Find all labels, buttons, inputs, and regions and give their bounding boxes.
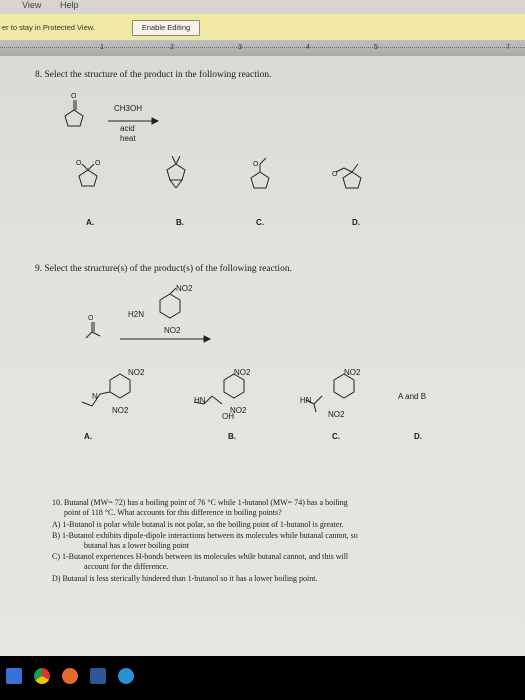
- ruler-mark-1: 1: [100, 44, 104, 51]
- q8-option-b[interactable]: B.: [176, 218, 184, 227]
- q8-reagent-ch3oh: CH3OH: [114, 104, 143, 113]
- ruler-mark-4: 4: [306, 44, 310, 51]
- q9-option-b-no2-bottom: NO2: [230, 406, 247, 415]
- svg-text:O: O: [253, 161, 259, 168]
- q8-option-a-structure: [68, 160, 108, 194]
- q9-reagent-h2n: H2N: [128, 310, 145, 319]
- q8-option-c-structure: [246, 156, 276, 196]
- ruler-mark-3: 3: [238, 44, 242, 51]
- menu-help[interactable]: Help: [60, 0, 79, 10]
- q9-option-a-no2-top: NO2: [128, 368, 145, 377]
- svg-text:O: O: [71, 93, 77, 100]
- q9-option-a-n: N: [92, 392, 98, 401]
- ruler-mark-5: 5: [374, 44, 378, 51]
- ruler-dots: [0, 47, 525, 49]
- app-icon[interactable]: [62, 668, 78, 684]
- q8-option-c[interactable]: C.: [256, 218, 264, 227]
- protected-view-message: er to stay in Protected View.: [2, 23, 95, 32]
- q9-option-c-hn: HN: [300, 396, 312, 405]
- svg-text:O: O: [95, 160, 101, 167]
- svg-text:O: O: [88, 315, 94, 322]
- q9-reagent-no2-top: NO2: [176, 284, 193, 293]
- q8-reagent-acid: acid: [120, 124, 135, 133]
- q8-reagent-heat: heat: [120, 134, 136, 143]
- q10-title-line1: 10. Butanal (MW= 72) has a boiling point of 76 °C while 1-butanol (MW= 74) has a boiling: [52, 498, 348, 507]
- q10-answer-c-cont: account for the difference.: [84, 562, 169, 571]
- chrome-icon[interactable]: [34, 668, 50, 684]
- q10-answer-c[interactable]: C) 1-Butanol experiences H-bonds between its molecules while butanal cannot, and this will: [52, 552, 349, 561]
- q9-reaction-arrow: [120, 336, 210, 342]
- svg-text:O: O: [332, 171, 338, 178]
- q10-answer-d[interactable]: D) Butanal is less sterically hindered than 1-butanol so it has a lower boiling point.: [52, 574, 318, 583]
- taskbar: [0, 656, 525, 700]
- q9-reactant-structure: [82, 316, 104, 342]
- q10-answer-b-cont: butanal has a lower boiling point: [84, 541, 190, 550]
- q9-option-d[interactable]: D.: [414, 432, 422, 441]
- q9-option-b[interactable]: B.: [228, 432, 236, 441]
- q9-option-c[interactable]: C.: [332, 432, 340, 441]
- q8-option-a[interactable]: A.: [86, 218, 94, 227]
- q8-option-b-structure: [160, 154, 192, 192]
- q8-option-d-structure: [324, 158, 368, 194]
- ruler-mark-2: 2: [170, 44, 174, 51]
- q10-answer-a[interactable]: A) 1-Butanol is polar while butanal is not polar, so the boiling point of 1-butanol is greater.: [52, 520, 344, 529]
- q8-option-d[interactable]: D.: [352, 218, 360, 227]
- q9-option-a-no2-bottom: NO2: [112, 406, 129, 415]
- q9-option-d-text: A and B: [398, 392, 427, 401]
- q10-title-line2: point of 118 °C. What accounts for this difference in boiling points?: [64, 508, 282, 517]
- q10-answer-b[interactable]: B) 1-Butanol exhibits dipole-dipole interactions between its molecules while butanal cannot, so: [52, 531, 358, 540]
- menu-view[interactable]: View: [22, 0, 42, 10]
- protected-view-bar: [0, 14, 525, 40]
- menu-bar: [0, 0, 525, 14]
- start-icon[interactable]: [6, 668, 22, 684]
- q8-title: 8. Select the structure of the product in the following reaction.: [35, 70, 272, 80]
- q9-option-b-oh: OH: [222, 412, 234, 421]
- svg-text:O: O: [76, 160, 82, 167]
- hp-icon[interactable]: [118, 668, 134, 684]
- q9-option-b-hn: HN: [194, 396, 206, 405]
- ruler[interactable]: [0, 40, 525, 56]
- q9-reagent-no2-bottom: NO2: [164, 326, 181, 335]
- q9-option-c-no2-bottom: NO2: [328, 410, 345, 419]
- enable-editing-button[interactable]: Enable Editing: [132, 20, 200, 36]
- word-icon[interactable]: [90, 668, 106, 684]
- document-page: [0, 56, 525, 656]
- ruler-mark-7: 7: [506, 44, 510, 51]
- q9-option-c-no2-top: NO2: [344, 368, 361, 377]
- q8-reactant-structure: [60, 94, 90, 134]
- q9-title: 9. Select the structure(s) of the product(s) of the following reaction.: [35, 264, 292, 274]
- q9-option-a[interactable]: A.: [84, 432, 92, 441]
- q9-option-b-no2-top: NO2: [234, 368, 251, 377]
